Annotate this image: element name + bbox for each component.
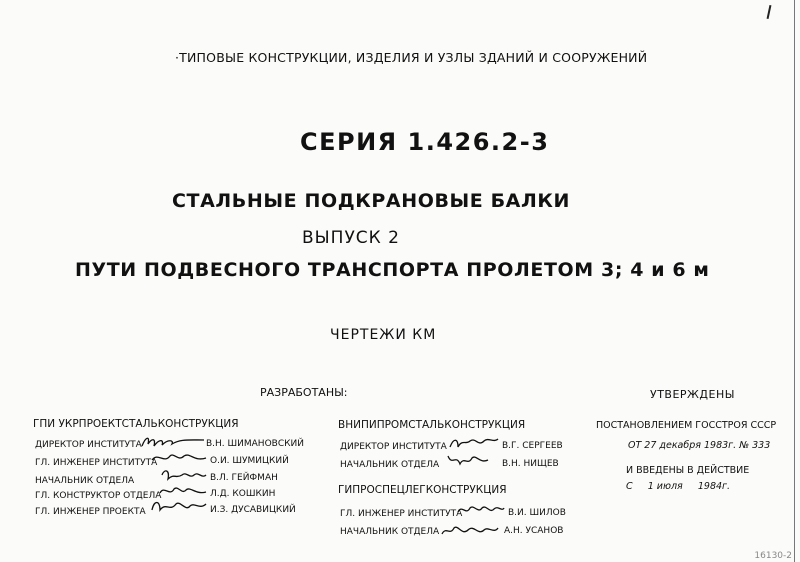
org1-role-2: ГЛ. ИНЖЕНЕР ИНСТИТУТА [35,458,158,468]
org1-person-2: О.И. ШУМИЦКИЙ [210,456,289,466]
signature-geifman [160,467,208,483]
approval-enacted: И ВВЕДЕНЫ В ДЕЙСТВИЕ [626,465,750,476]
title-main: СТАЛЬНЫЕ ПОДКРАНОВЫЕ БАЛКИ [172,190,571,212]
org1-person-1: В.Н. ШИМАНОВСКИЙ [206,439,304,449]
approval-effective-date: С 1 июля 1984г. [626,481,731,492]
org3-name: ГИПРОСПЕЦЛЕГКОНСТРУКЦИЯ [338,484,507,496]
signature-koshkin [158,483,208,499]
org1-role-1: ДИРЕКТОР ИНСТИТУТА [35,440,142,450]
right-border-line [794,0,795,562]
org2-role-1: ДИРЕКТОР ИНСТИТУТА [340,442,447,452]
title-sub: ПУТИ ПОДВЕСНОГО ТРАНСПОРТА ПРОЛЕТОМ 3; 4 и 6 м [75,259,710,281]
org1-role-5: ГЛ. ИНЖЕНЕР ПРОЕКТА [35,507,146,517]
developed-label: РАЗРАБОТАНЫ: [260,386,348,399]
corner-tick-mark [767,5,772,19]
org1-role-3: НАЧАЛЬНИК ОТДЕЛА [35,476,135,486]
top-line: ·ТИПОВЫЕ КОНСТРУКЦИИ, ИЗДЕЛИЯ И УЗЛЫ ЗДАНИЙ И СООРУЖЕНИЙ [175,50,648,65]
org3-person-1: В.И. ШИЛОВ [508,508,566,518]
org3-person-2: А.Н. УСАНОВ [504,526,564,536]
org3-role-2: НАЧАЛЬНИК ОТДЕЛА [340,527,440,537]
signature-sergeev [448,435,500,451]
org2-name: ВНИПИПРОМСТАЛЬКОНСТРУКЦИЯ [338,419,526,431]
document-number: 16130-2 [754,551,792,561]
signature-shumitsky [150,450,208,466]
approval-date: ОТ 27 декабря 1983г. № 333 [628,440,771,451]
drawings-label: ЧЕРТЕЖИ КМ [330,327,437,343]
approved-label: УТВЕРЖДЕНЫ [650,388,735,401]
signature-nishchev [446,452,490,468]
org2-person-1: В.Г. СЕРГЕЕВ [502,441,563,451]
signature-dusavitsky [150,498,208,514]
signature-shilov [456,502,506,518]
org3-role-1: ГЛ. ИНЖЕНЕР ИНСТИТУТА [340,509,463,519]
org2-role-2: НАЧАЛЬНИК ОТДЕЛА [340,460,440,470]
org1-role-4: ГЛ. КОНСТРУКТОР ОТДЕЛА [35,491,162,501]
org1-name: ГПИ УКРПРОЕКТСТАЛЬКОНСТРУКЦИЯ [33,418,239,430]
org1-person-3: В.Л. ГЕЙФМАН [210,473,278,483]
signature-usanov [440,522,500,538]
approval-decree: ПОСТАНОВЛЕНИЕМ ГОССТРОЯ СССР [596,420,777,431]
org1-person-5: И.З. ДУСАВИЦКИЙ [210,505,296,515]
org2-person-2: В.Н. НИЩЕВ [502,459,559,469]
signature-shimanovsky [140,434,206,450]
org1-person-4: Л.Д. КОШКИН [210,489,276,499]
issue-number: ВЫПУСК 2 [302,228,400,248]
series-title: СЕРИЯ 1.426.2-3 [300,128,550,156]
